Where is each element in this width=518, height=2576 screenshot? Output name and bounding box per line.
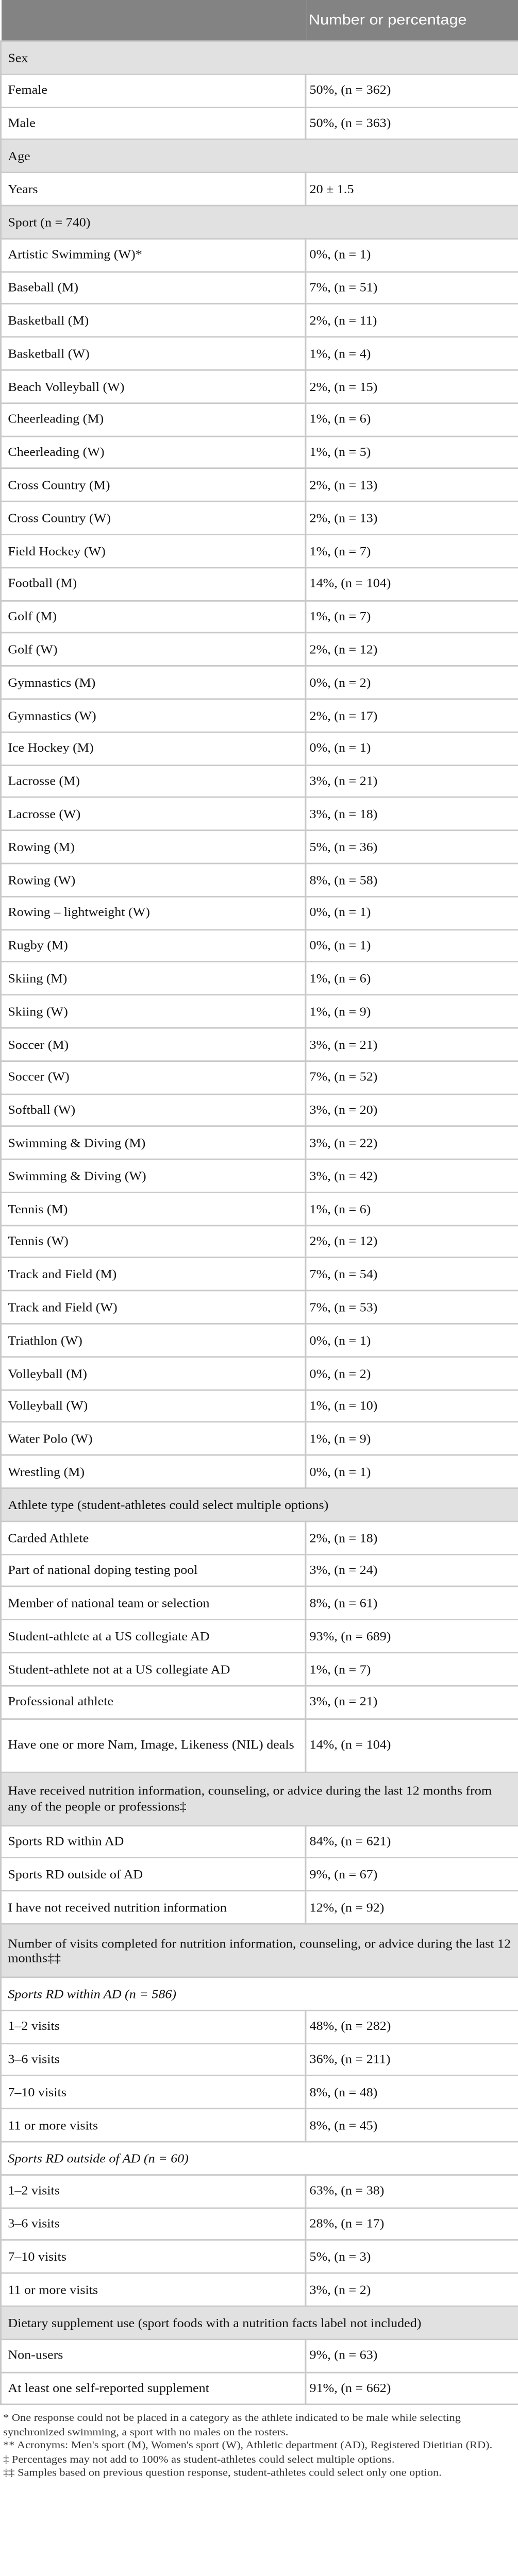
row-label: Wrestling (M) (1, 1455, 306, 1488)
section-header-row (1, 41, 518, 74)
row-value: 0%, (n = 2) (306, 666, 518, 699)
table-row (1, 2043, 518, 2076)
row-value: 0%, (n = 2) (306, 1357, 518, 1389)
row-label: Carded Athlete (1, 1521, 306, 1554)
row-label: Professional athlete (1, 1686, 306, 1719)
row-label: Lacrosse (W) (1, 798, 306, 831)
table-row (1, 502, 518, 535)
row-label: Baseball (M) (1, 272, 306, 304)
row-value: 1%, (n = 6) (306, 962, 518, 995)
table-row (1, 370, 518, 403)
row-value: 1%, (n = 10) (306, 1389, 518, 1422)
row-value: 7%, (n = 51) (306, 272, 518, 304)
row-label: 3–6 visits (1, 2043, 306, 2076)
table-row (1, 929, 518, 962)
table-row (1, 765, 518, 798)
row-label: 1–2 visits (1, 2010, 306, 2043)
section-header-row (1, 1924, 518, 1977)
row-value: 1%, (n = 4) (306, 337, 518, 370)
table-row (1, 1858, 518, 1891)
table-row (1, 1291, 518, 1324)
row-value: 20 ± 1.5 (306, 173, 518, 206)
table-row (1, 1357, 518, 1389)
row-value: 1%, (n = 7) (306, 600, 518, 633)
table-row (1, 1258, 518, 1291)
row-label: Softball (W) (1, 1094, 306, 1127)
row-label: Gymnastics (W) (1, 699, 306, 732)
table-row (1, 1225, 518, 1258)
row-label: Rugby (M) (1, 929, 306, 962)
row-value: 48%, (n = 282) (306, 2010, 518, 2043)
row-value: 2%, (n = 17) (306, 699, 518, 732)
row-label: 7–10 visits (1, 2241, 306, 2274)
subsection-label: Sports RD within AD (n = 586) (1, 1977, 518, 2010)
subsection-row (1, 2142, 518, 2175)
row-value: 1%, (n = 5) (306, 436, 518, 469)
row-value: 50%, (n = 363) (306, 107, 518, 140)
table-row (1, 1719, 518, 1772)
row-value: 1%, (n = 9) (306, 1422, 518, 1455)
table-row (1, 666, 518, 699)
row-value: 8%, (n = 45) (306, 2109, 518, 2142)
table-row (1, 2109, 518, 2142)
row-value: 36%, (n = 211) (306, 2043, 518, 2076)
row-value: 63%, (n = 38) (306, 2175, 518, 2208)
table-row (1, 1521, 518, 1554)
row-label: Volleyball (W) (1, 1389, 306, 1422)
row-label: Tennis (W) (1, 1225, 306, 1258)
table-body (1, 41, 518, 2405)
section-header-row (1, 140, 518, 173)
row-value: 3%, (n = 42) (306, 1159, 518, 1192)
row-label: Football (M) (1, 567, 306, 600)
row-value: 12%, (n = 92) (306, 1891, 518, 1924)
section-header-row (1, 1772, 518, 1825)
table-row (1, 1159, 518, 1192)
row-label: Sports RD within AD (1, 1825, 306, 1858)
row-label: Triathlon (W) (1, 1324, 306, 1357)
row-value: 1%, (n = 9) (306, 995, 518, 1028)
section-label: Sport (n = 740) (1, 206, 518, 239)
row-value: 1%, (n = 7) (306, 534, 518, 567)
row-label: Lacrosse (M) (1, 765, 306, 798)
row-label: Ice Hockey (M) (1, 732, 306, 765)
table-row (1, 2208, 518, 2241)
row-label: Years (1, 173, 306, 206)
row-label: Have one or more Nam, Image, Likeness (NIL) deals (1, 1719, 306, 1772)
row-value: 3%, (n = 24) (306, 1554, 518, 1587)
table-row (1, 1554, 518, 1587)
row-value: 3%, (n = 22) (306, 1127, 518, 1160)
section-label: Number of visits completed for nutrition information, counseling, or advice during the last 12 months‡‡ (1, 1924, 518, 1977)
footnote: ‡ Percentages may not add to 100% as student-athletes could select multiple options. (3, 2452, 395, 2465)
row-value: 1%, (n = 7) (306, 1653, 518, 1686)
row-label: Cross Country (W) (1, 502, 306, 535)
row-label: Cheerleading (W) (1, 436, 306, 469)
row-label: Soccer (W) (1, 1061, 306, 1094)
row-value: 8%, (n = 61) (306, 1587, 518, 1620)
row-label: 11 or more visits (1, 2274, 306, 2307)
row-value: 0%, (n = 1) (306, 896, 518, 929)
row-value: 2%, (n = 12) (306, 1225, 518, 1258)
table-row (1, 436, 518, 469)
table-row (1, 699, 518, 732)
table-row (1, 1891, 518, 1924)
row-label: Tennis (M) (1, 1192, 306, 1225)
section-header-row (1, 1488, 518, 1521)
row-label: Cross Country (M) (1, 469, 306, 502)
row-value: 3%, (n = 21) (306, 1686, 518, 1719)
section-label: Athlete type (student-athletes could select multiple options) (1, 1488, 518, 1521)
row-value: 1%, (n = 6) (306, 403, 518, 436)
row-value: 7%, (n = 52) (306, 1061, 518, 1094)
subsection-row (1, 1977, 518, 2010)
row-label: Skiing (W) (1, 995, 306, 1028)
row-value: 9%, (n = 67) (306, 1858, 518, 1891)
table-row (1, 633, 518, 666)
row-label: Beach Volleyball (W) (1, 370, 306, 403)
table-row (1, 1422, 518, 1455)
row-value: 3%, (n = 21) (306, 765, 518, 798)
table-row (1, 1192, 518, 1225)
footnote: ** Acronyms: Men's sport (M), Women's sport (W), Athletic department (AD), Registered Dietitian (RD). (3, 2438, 493, 2452)
table-row (1, 304, 518, 337)
table-row (1, 732, 518, 765)
table-row (1, 1620, 518, 1653)
row-label: Sports RD outside of AD (1, 1858, 306, 1891)
section-header-row (1, 206, 518, 239)
row-label: Skiing (M) (1, 962, 306, 995)
row-label: Student-athlete at a US collegiate AD (1, 1620, 306, 1653)
row-value: 8%, (n = 48) (306, 2076, 518, 2109)
row-label: Student-athlete not at a US collegiate AD (1, 1653, 306, 1686)
row-label: Basketball (M) (1, 304, 306, 337)
table-row (1, 995, 518, 1028)
section-label: Sex (1, 41, 518, 74)
row-value: 2%, (n = 13) (306, 469, 518, 502)
header-col2: Number or percentage (306, 0, 518, 41)
row-value: 91%, (n = 662) (306, 2372, 518, 2405)
row-label: Male (1, 107, 306, 140)
table-row (1, 1324, 518, 1357)
table-row (1, 2241, 518, 2274)
table-row (1, 2010, 518, 2043)
row-label: Field Hockey (W) (1, 534, 306, 567)
row-label: 1–2 visits (1, 2175, 306, 2208)
row-value: 14%, (n = 104) (306, 1719, 518, 1772)
row-label: Swimming & Diving (M) (1, 1127, 306, 1160)
row-label: Golf (M) (1, 600, 306, 633)
section-label: Have received nutrition information, counseling, or advice during the last 12 months from any of the people or professions‡ (1, 1772, 518, 1825)
row-label: Rowing (M) (1, 831, 306, 863)
table-row (1, 1686, 518, 1719)
row-value: 5%, (n = 3) (306, 2241, 518, 2274)
table-row (1, 1825, 518, 1858)
row-value: 0%, (n = 1) (306, 239, 518, 272)
table-row (1, 1455, 518, 1488)
row-label: 11 or more visits (1, 2109, 306, 2142)
row-label: Part of national doping testing pool (1, 1554, 306, 1587)
row-label: 3–6 visits (1, 2208, 306, 2241)
row-label: Track and Field (M) (1, 1258, 306, 1291)
table-row (1, 2175, 518, 2208)
row-label: Non-users (1, 2339, 306, 2372)
row-label: Female (1, 74, 306, 107)
row-label: Cheerleading (M) (1, 403, 306, 436)
row-label: Gymnastics (M) (1, 666, 306, 699)
table-row (1, 2372, 518, 2405)
row-value: 2%, (n = 15) (306, 370, 518, 403)
table-row (1, 567, 518, 600)
table-row (1, 2274, 518, 2307)
table-row (1, 173, 518, 206)
subsection-label: Sports RD outside of AD (n = 60) (1, 2142, 518, 2175)
row-label: 7–10 visits (1, 2076, 306, 2109)
row-value: 2%, (n = 18) (306, 1521, 518, 1554)
row-value: 50%, (n = 362) (306, 74, 518, 107)
table-row (1, 107, 518, 140)
row-value: 1%, (n = 6) (306, 1192, 518, 1225)
row-value: 2%, (n = 12) (306, 633, 518, 666)
table-row (1, 1389, 518, 1422)
row-label: Member of national team or selection (1, 1587, 306, 1620)
row-value: 3%, (n = 20) (306, 1094, 518, 1127)
table-row (1, 1061, 518, 1094)
table-row (1, 74, 518, 107)
table-row (1, 403, 518, 436)
table-row (1, 1587, 518, 1620)
row-value: 5%, (n = 36) (306, 831, 518, 863)
section-header-row (1, 2306, 518, 2339)
table-row (1, 534, 518, 567)
row-value: 93%, (n = 689) (306, 1620, 518, 1653)
table-row (1, 896, 518, 929)
table-row (1, 1653, 518, 1686)
table-row (1, 600, 518, 633)
row-value: 0%, (n = 1) (306, 1455, 518, 1488)
footnotes (0, 2405, 518, 2479)
row-label: Artistic Swimming (W)* (1, 239, 306, 272)
row-value: 3%, (n = 21) (306, 1028, 518, 1061)
row-label: Rowing (W) (1, 863, 306, 896)
row-value: 0%, (n = 1) (306, 732, 518, 765)
row-value: 9%, (n = 63) (306, 2339, 518, 2372)
row-label: At least one self-reported supplement (1, 2372, 306, 2405)
row-value: 14%, (n = 104) (306, 567, 518, 600)
table-row (1, 1127, 518, 1160)
row-label: Basketball (W) (1, 337, 306, 370)
table-row (1, 2339, 518, 2372)
row-value: 0%, (n = 1) (306, 1324, 518, 1357)
table-row (1, 962, 518, 995)
row-label: Golf (W) (1, 633, 306, 666)
row-value: 0%, (n = 1) (306, 929, 518, 962)
table-header-row (1, 0, 518, 41)
header-col1 (1, 0, 306, 41)
table-row (1, 272, 518, 304)
row-value: 7%, (n = 53) (306, 1291, 518, 1324)
table-row (1, 469, 518, 502)
row-label: Swimming & Diving (W) (1, 1159, 306, 1192)
row-label: Water Polo (W) (1, 1422, 306, 1455)
table-row (1, 239, 518, 272)
row-value: 8%, (n = 58) (306, 863, 518, 896)
table-row (1, 2076, 518, 2109)
row-label: Volleyball (M) (1, 1357, 306, 1389)
section-label: Age (1, 140, 518, 173)
table-row (1, 1094, 518, 1127)
row-value: 3%, (n = 18) (306, 798, 518, 831)
table-row (1, 863, 518, 896)
footnote: ‡‡ Samples based on previous question response, student-athletes could select only one option. (3, 2465, 442, 2479)
footnote: * One response could not be placed in a category as the athlete indicated to be male while selecting synchronized swimming, a sport with no males on the rosters. (3, 2411, 461, 2438)
table-row (1, 1028, 518, 1061)
table-row (1, 337, 518, 370)
row-value: 84%, (n = 621) (306, 1825, 518, 1858)
row-label: Soccer (M) (1, 1028, 306, 1061)
table-row (1, 831, 518, 863)
table-row (1, 798, 518, 831)
row-value: 2%, (n = 11) (306, 304, 518, 337)
row-value: 7%, (n = 54) (306, 1258, 518, 1291)
row-value: 3%, (n = 2) (306, 2274, 518, 2307)
row-value: 28%, (n = 17) (306, 2208, 518, 2241)
row-label: I have not received nutrition information (1, 1891, 306, 1924)
row-label: Track and Field (W) (1, 1291, 306, 1324)
row-value: 2%, (n = 13) (306, 502, 518, 535)
row-label: Rowing – lightweight (W) (1, 896, 306, 929)
section-label: Dietary supplement use (sport foods with a nutrition facts label not included) (1, 2306, 518, 2339)
